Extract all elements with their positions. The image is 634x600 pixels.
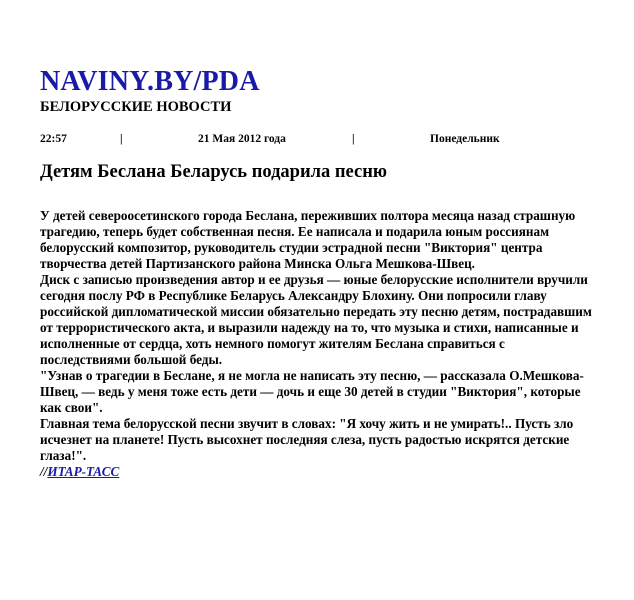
source-link[interactable]: ИТАР-ТАСС — [47, 464, 120, 479]
meta-separator: | — [120, 133, 123, 145]
meta-time: 22:57 — [40, 133, 67, 145]
source-prefix: // — [40, 464, 48, 479]
page — [40, 66, 600, 480]
article-body — [40, 208, 598, 480]
article-paragraph: Главная тема белорусской песни звучит в словах: "Я хочу жить и не умирать!.. Пусть зло исчезнет на планете! Пусть высохнет последняя слеза, пусть радостью искрятся детские глаза!". — [40, 416, 574, 463]
meta-separator: | — [352, 133, 355, 145]
meta-weekday: Понедельник — [430, 133, 500, 145]
article-source — [40, 464, 598, 480]
article-paragraph: Диск с записью произведения автор и ее друзья — юные белорусские исполнители вручили сегодня послу РФ в Республике Беларусь Александру Блохину. Они попросили главу российской дипломатической миссии обязательно передать эту песню детям, пострадавшим от террористического акта, и выразили надежду на то, что музыка и стихи, написанные и исполненные от сердца, хоть немного помогут жителям Беслана справиться с последствиями большой беды. — [40, 272, 592, 367]
article-headline: Детям Беслана Беларусь подарила песню — [40, 162, 387, 182]
article-paragraph: "Узнав о трагедии в Беслане, я не могла не написать эту песню, — рассказала О.Мешкова-Швец, — ведь у меня тоже есть дети — дочь и еще 30 детей в студии "Виктория", которые как свои". — [40, 368, 584, 415]
meta-date: 21 Мая 2012 года — [198, 133, 286, 145]
meta-row — [40, 130, 600, 148]
site-title-link[interactable]: NAVINY.BY/PDA — [40, 66, 260, 97]
site-subtitle: БЕЛОРУССКИЕ НОВОСТИ — [40, 99, 232, 115]
article-paragraph: У детей североосетинского города Беслана, переживших полтора месяца назад страшную трагедию, теперь будет собственная песня. Ее написала и подарила юным россиянам белорусский композитор, руководитель студии эстрадной песни "Виктория" центра творчества детей Партизанского района Минска Ольга Мешкова-Швец. — [40, 208, 576, 271]
